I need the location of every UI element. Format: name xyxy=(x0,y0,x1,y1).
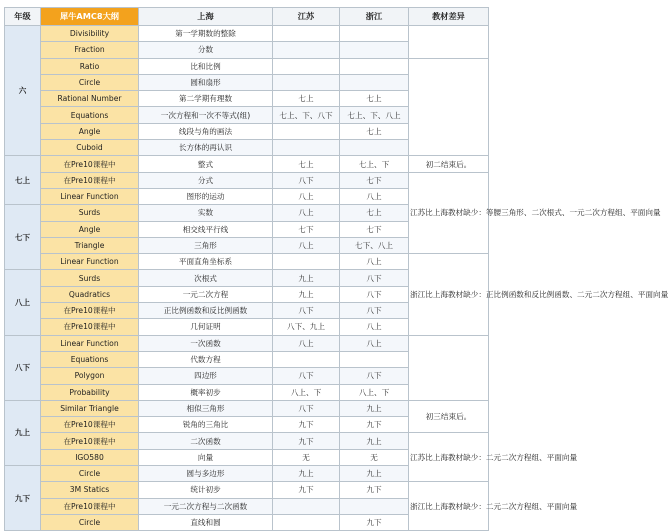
zhejiang-cell: 七上 xyxy=(340,91,409,107)
grade-cell-9a: 九上 xyxy=(5,400,41,465)
jiangsu-cell: 七上、下、八下 xyxy=(273,107,340,123)
header-row xyxy=(5,8,489,26)
amc-topic-cell: Similar Triangle xyxy=(41,400,139,416)
zhejiang-cell xyxy=(340,58,409,74)
zhejiang-cell: 七上、下 xyxy=(340,156,409,172)
zhejiang-cell: 九上 xyxy=(340,466,409,482)
zhejiang-cell: 八上 xyxy=(340,335,409,351)
amc-topic-cell: 3M Statics xyxy=(41,482,139,498)
shanghai-cell: 一次函数 xyxy=(139,335,273,351)
jiangsu-cell: 七上 xyxy=(273,156,340,172)
jiangsu-cell: 九下 xyxy=(273,417,340,433)
zhejiang-cell xyxy=(340,42,409,58)
jiangsu-cell: 七下 xyxy=(273,221,340,237)
amc-topic-cell: Linear Function xyxy=(41,335,139,351)
table-row xyxy=(5,58,489,74)
shanghai-cell: 分数 xyxy=(139,42,273,58)
shanghai-cell: 几何证明 xyxy=(139,319,273,335)
amc-topic-cell: 在Pre10课程中 xyxy=(41,156,139,172)
diff-note-cell: 江苏比上海教材缺少：等腰三角形、二次根式、一元二次方程组、平面向量 xyxy=(409,172,489,253)
amc-topic-cell: Quadratics xyxy=(41,286,139,302)
amc-topic-cell: Divisibility xyxy=(41,26,139,42)
zhejiang-cell: 七下、八上 xyxy=(340,237,409,253)
shanghai-cell: 次根式 xyxy=(139,270,273,286)
amc-topic-cell: 在Pre10课程中 xyxy=(41,303,139,319)
shanghai-cell: 四边形 xyxy=(139,368,273,384)
table-row xyxy=(5,433,489,449)
zhejiang-cell: 八上 xyxy=(340,188,409,204)
jiangsu-cell: 八下 xyxy=(273,172,340,188)
jiangsu-cell: 七上 xyxy=(273,91,340,107)
jiangsu-cell: 九上 xyxy=(273,466,340,482)
shanghai-cell: 实数 xyxy=(139,205,273,221)
jiangsu-cell: 九下 xyxy=(273,433,340,449)
table-row xyxy=(5,335,489,351)
diff-note-cell: 江苏比上海教材缺少：二元二次方程组、平面向量 xyxy=(409,433,489,482)
zhejiang-cell: 七下 xyxy=(340,172,409,188)
shanghai-cell: 长方体的再认识 xyxy=(139,140,273,156)
jiangsu-cell xyxy=(273,123,340,139)
amc-topic-cell: Equations xyxy=(41,351,139,367)
table-row xyxy=(5,26,489,42)
zhejiang-cell: 八下 xyxy=(340,303,409,319)
shanghai-cell: 比和比例 xyxy=(139,58,273,74)
shanghai-cell: 线段与角的画法 xyxy=(139,123,273,139)
zhejiang-cell xyxy=(340,140,409,156)
amc-topic-cell: Circle xyxy=(41,466,139,482)
shanghai-cell: 统计初步 xyxy=(139,482,273,498)
zhejiang-cell: 七下 xyxy=(340,221,409,237)
amc-topic-cell: Cuboid xyxy=(41,140,139,156)
amc-topic-cell: Linear Function xyxy=(41,254,139,270)
shanghai-cell: 二次函数 xyxy=(139,433,273,449)
jiangsu-cell xyxy=(273,26,340,42)
zhejiang-cell: 九下 xyxy=(340,482,409,498)
zhejiang-cell xyxy=(340,26,409,42)
jiangsu-cell: 无 xyxy=(273,449,340,465)
zhejiang-cell: 八上 xyxy=(340,319,409,335)
header-grade: 年级 xyxy=(5,8,41,26)
amc-topic-cell: Fraction xyxy=(41,42,139,58)
shanghai-cell: 直线和圆 xyxy=(139,514,273,530)
amc-topic-cell: 在Pre10课程中 xyxy=(41,433,139,449)
zhejiang-cell xyxy=(340,74,409,90)
diff-empty-cell xyxy=(409,335,489,400)
shanghai-cell: 平面直角坐标系 xyxy=(139,254,273,270)
zhejiang-cell: 八下 xyxy=(340,286,409,302)
table-row xyxy=(5,156,489,172)
zhejiang-cell: 八下 xyxy=(340,270,409,286)
amc-topic-cell: Probability xyxy=(41,384,139,400)
shanghai-cell: 代数方程 xyxy=(139,351,273,367)
table-row xyxy=(5,172,489,188)
shanghai-cell: 第二学期有理数 xyxy=(139,91,273,107)
jiangsu-cell xyxy=(273,140,340,156)
shanghai-cell: 一元二次方程 xyxy=(139,286,273,302)
grade-cell-6: 六 xyxy=(5,26,41,156)
shanghai-cell: 相似三角形 xyxy=(139,400,273,416)
jiangsu-cell: 八下 xyxy=(273,400,340,416)
amc-topic-cell: Ratio xyxy=(41,58,139,74)
shanghai-cell: 圆与多边形 xyxy=(139,466,273,482)
diff-note-cell: 浙江比上海教材缺少：二元二次方程组、平面向量 xyxy=(409,482,489,531)
zhejiang-cell: 七上 xyxy=(340,205,409,221)
header-zhejiang: 浙江 xyxy=(340,8,409,26)
jiangsu-cell: 八上 xyxy=(273,335,340,351)
shanghai-cell: 锐角的三角比 xyxy=(139,417,273,433)
amc-topic-cell: Polygon xyxy=(41,368,139,384)
shanghai-cell: 正比例函数和反比例函数 xyxy=(139,303,273,319)
jiangsu-cell: 九下 xyxy=(273,482,340,498)
grade-cell-7b: 七下 xyxy=(5,205,41,270)
shanghai-cell: 相交线平行线 xyxy=(139,221,273,237)
amc-topic-cell: 在Pre10课程中 xyxy=(41,498,139,514)
zhejiang-cell: 八上、下 xyxy=(340,384,409,400)
amc-topic-cell: Rational Number xyxy=(41,91,139,107)
shanghai-cell: 一元二次方程与二次函数 xyxy=(139,498,273,514)
zhejiang-cell: 九下 xyxy=(340,417,409,433)
zhejiang-cell: 无 xyxy=(340,449,409,465)
zhejiang-cell: 九上 xyxy=(340,433,409,449)
amc-topic-cell: Triangle xyxy=(41,237,139,253)
header-shanghai: 上海 xyxy=(139,8,273,26)
diff-note-cell: 初三结束后。 xyxy=(409,400,489,433)
jiangsu-cell: 八上 xyxy=(273,205,340,221)
amc-topic-cell: Equations xyxy=(41,107,139,123)
amc-topic-cell: IGO580 xyxy=(41,449,139,465)
shanghai-cell: 概率初步 xyxy=(139,384,273,400)
jiangsu-cell xyxy=(273,254,340,270)
grade-cell-8a: 八上 xyxy=(5,270,41,335)
jiangsu-cell xyxy=(273,498,340,514)
shanghai-cell: 三角形 xyxy=(139,237,273,253)
zhejiang-cell: 七上 xyxy=(340,123,409,139)
jiangsu-cell xyxy=(273,351,340,367)
shanghai-cell: 一次方程和一次不等式(组) xyxy=(139,107,273,123)
jiangsu-cell xyxy=(273,58,340,74)
header-textbook-difference: 教材差异 xyxy=(409,8,489,26)
zhejiang-cell: 九下 xyxy=(340,514,409,530)
shanghai-cell: 圆和扇形 xyxy=(139,74,273,90)
jiangsu-cell xyxy=(273,74,340,90)
jiangsu-cell: 八下 xyxy=(273,368,340,384)
zhejiang-cell xyxy=(340,351,409,367)
grade-cell-9b: 九下 xyxy=(5,466,41,531)
jiangsu-cell: 八下 xyxy=(273,303,340,319)
grade-cell-8b: 八下 xyxy=(5,335,41,400)
curriculum-comparison-table xyxy=(4,7,668,531)
amc-topic-cell: 在Pre10课程中 xyxy=(41,319,139,335)
amc-topic-cell: Surds xyxy=(41,205,139,221)
header-amc8-outline: 犀牛AMC8大纲 xyxy=(41,8,139,26)
amc-topic-cell: Surds xyxy=(41,270,139,286)
diff-note-cell: 浙江比上海教材缺少：正比例函数和反比例函数、二元二次方程组、平面向量 xyxy=(409,254,489,335)
zhejiang-cell: 七上、下、八上 xyxy=(340,107,409,123)
diff-empty-cell xyxy=(409,58,489,156)
grade-cell-7a: 七上 xyxy=(5,156,41,205)
zhejiang-cell: 九上 xyxy=(340,400,409,416)
zhejiang-cell: 八下 xyxy=(340,368,409,384)
shanghai-cell: 分式 xyxy=(139,172,273,188)
jiangsu-cell: 九上 xyxy=(273,270,340,286)
zhejiang-cell: 八上 xyxy=(340,254,409,270)
table-row xyxy=(5,254,489,270)
shanghai-cell: 第一学期数的整除 xyxy=(139,26,273,42)
amc-topic-cell: 在Pre10课程中 xyxy=(41,172,139,188)
table-row xyxy=(5,400,489,416)
amc-topic-cell: Angle xyxy=(41,221,139,237)
shanghai-cell: 向量 xyxy=(139,449,273,465)
amc-topic-cell: 在Pre10课程中 xyxy=(41,417,139,433)
jiangsu-cell xyxy=(273,42,340,58)
amc-topic-cell: Circle xyxy=(41,74,139,90)
jiangsu-cell: 八上 xyxy=(273,237,340,253)
header-jiangsu: 江苏 xyxy=(273,8,340,26)
jiangsu-cell: 八下、九上 xyxy=(273,319,340,335)
amc-topic-cell: Circle xyxy=(41,514,139,530)
table-row xyxy=(5,482,489,498)
jiangsu-cell: 八上、下 xyxy=(273,384,340,400)
shanghai-cell: 图形的运动 xyxy=(139,188,273,204)
jiangsu-cell xyxy=(273,514,340,530)
diff-note-cell: 初二结束后。 xyxy=(409,156,489,172)
zhejiang-cell xyxy=(340,498,409,514)
amc-topic-cell: Linear Function xyxy=(41,188,139,204)
amc-topic-cell: Angle xyxy=(41,123,139,139)
shanghai-cell: 整式 xyxy=(139,156,273,172)
jiangsu-cell: 八上 xyxy=(273,188,340,204)
jiangsu-cell: 九上 xyxy=(273,286,340,302)
diff-empty-cell xyxy=(409,26,489,59)
